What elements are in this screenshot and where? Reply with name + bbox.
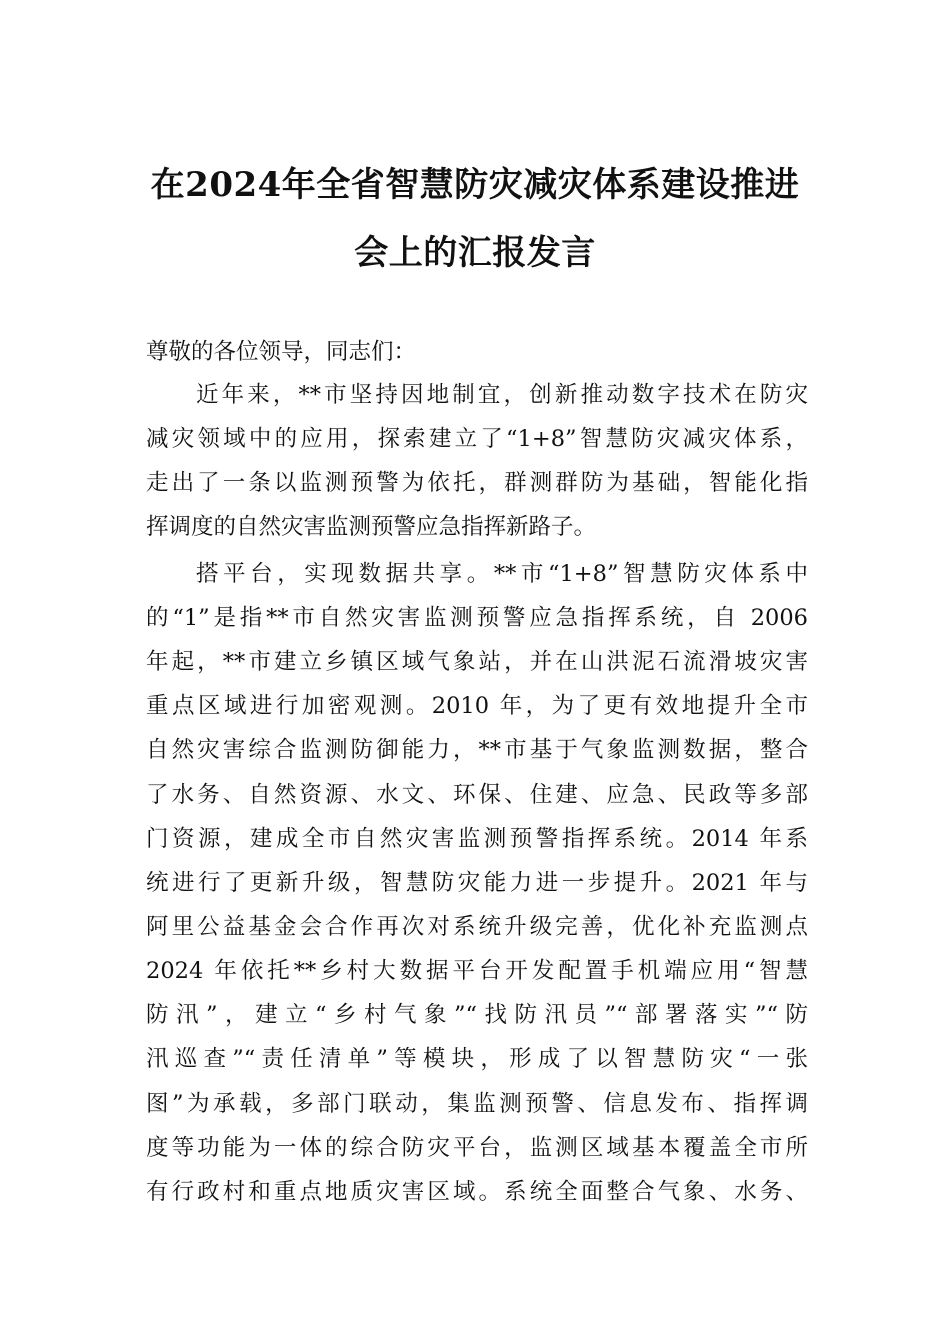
document-title-line-1: 在2024年全省智慧防灾减灾体系建设推进 [150,165,800,205]
paragraph-line: 挥调度的自然灾害监测预警应急指挥新路子。 [146,514,597,540]
paragraph-line: 图”为承载，多部门联动，集监测预警、信息发布、指挥调 [146,1091,808,1117]
paragraph-line: 搭平台，实现数据共享。**市“1+8”智慧防灾体系中 [196,561,808,587]
paragraph-line: 2024 年依托**乡村大数据平台开发配置手机端应用“智慧 [146,958,808,984]
paragraph-line: 年起，**市建立乡镇区域气象站，并在山洪泥石流滑坡灾害 [146,649,808,675]
document-title-line-2: 会上的汇报发言 [354,233,596,273]
paragraph-line: 自然灾害综合监测防御能力，**市基于气象监测数据，整合 [146,737,808,763]
paragraph-line: 重点区域进行加密观测。2010 年，为了更有效地提升全市 [146,693,808,719]
paragraph-line: 了水务、自然资源、水文、环保、住建、应急、民政等多部 [146,782,808,808]
paragraph-line: 防汛”，建立“乡村气象”“找防汛员”“部署落实”“防 [146,1002,808,1028]
paragraph-line: 度等功能为一体的综合防灾平台，监测区域基本覆盖全市所 [146,1135,808,1161]
paragraph-line: 减灾领域中的应用，探索建立了“1+8”智慧防灾减灾体系， [146,426,808,452]
paragraph-line: 的“1”是指**市自然灾害监测预警应急指挥系统，自 2006 [146,605,808,631]
salutation: 尊敬的各位领导，同志们： [146,339,417,365]
paragraph-line: 统进行了更新升级，智慧防灾能力进一步提升。2021 年与 [146,870,808,896]
paragraph-line: 汛巡查”“责任清单”等模块，形成了以智慧防灾“一张 [146,1046,808,1072]
paragraph-line: 阿里公益基金会合作再次对系统升级完善，优化补充监测点 [146,914,808,940]
paragraph-line: 近年来，**市坚持因地制宜，创新推动数字技术在防灾 [196,382,808,408]
paragraph-line: 走出了一条以监测预警为依托，群测群防为基础，智能化指 [146,470,808,496]
paragraph-line: 门资源，建成全市自然灾害监测预警指挥系统。2014 年系 [146,826,808,852]
paragraph-line: 有行政村和重点地质灾害区域。系统全面整合气象、水务、 [146,1179,808,1205]
